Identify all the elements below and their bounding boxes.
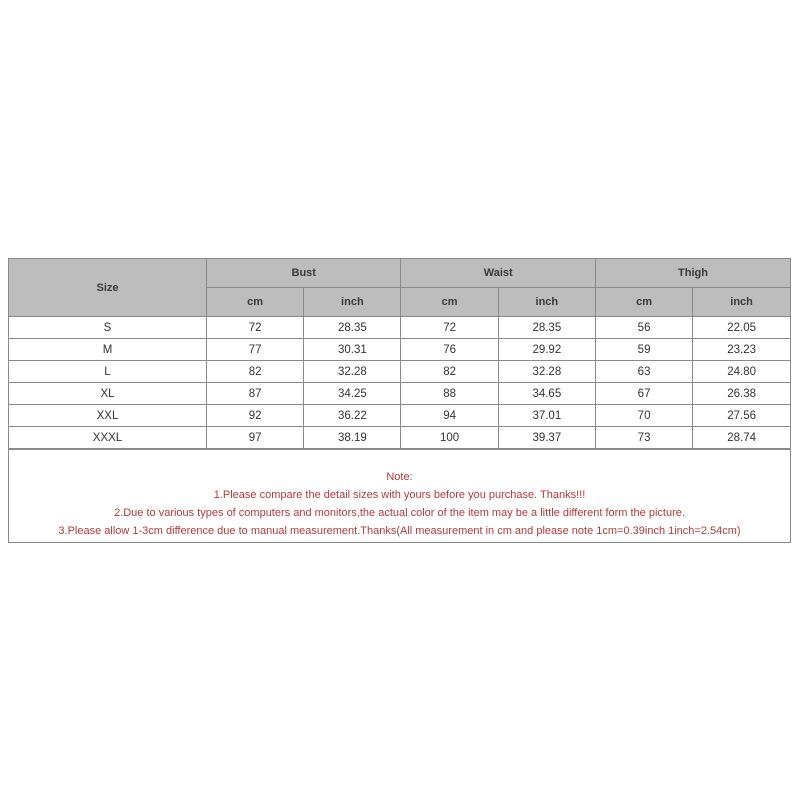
thigh-cm-cell: 67	[595, 383, 692, 405]
waist-cm-cell: 100	[401, 427, 498, 449]
waist-inch-cell: 32.28	[498, 361, 595, 383]
size-cell: XXL	[9, 405, 207, 427]
bust-inch-cell: 28.35	[304, 317, 401, 339]
bust-cm-cell: 92	[207, 405, 304, 427]
size-table	[9, 259, 790, 449]
thigh-inch-cell: 26.38	[693, 383, 790, 405]
table-body	[9, 317, 790, 449]
waist-inch-cell: 37.01	[498, 405, 595, 427]
thigh-cm-cell: 70	[595, 405, 692, 427]
size-chart	[8, 258, 791, 543]
size-cell: XXXL	[9, 427, 207, 449]
note-line-1: 1.Please compare the detail sizes with yours before you purchase. Thanks!!!	[213, 489, 586, 501]
notes-title: Note:	[386, 471, 413, 483]
thigh-inch-cell: 23.23	[693, 339, 790, 361]
table-row	[9, 361, 790, 383]
bust-cm-cell: 87	[207, 383, 304, 405]
size-cell: S	[9, 317, 207, 339]
note-line-2: 2.Due to various types of computers and monitors,the actual color of the item may be a little different form the picture.	[114, 507, 685, 519]
waist-inch-cell: 39.37	[498, 427, 595, 449]
waist-inch-cell: 34.65	[498, 383, 595, 405]
thigh-cm-cell: 63	[595, 361, 692, 383]
bust-inch-cell: 30.31	[304, 339, 401, 361]
bust-inch-header: inch	[304, 288, 401, 317]
waist-cm-cell: 82	[401, 361, 498, 383]
waist-inch-cell: 28.35	[498, 317, 595, 339]
waist-inch-cell: 29.92	[498, 339, 595, 361]
thigh-inch-cell: 24.80	[693, 361, 790, 383]
notes-section	[9, 449, 790, 541]
note-line-3: 3.Please allow 1-3cm difference due to manual measurement.Thanks(All measurement in cm and please note 1cm=0.39inch 1inch=2.54cm)	[58, 525, 741, 537]
waist-cm-header: cm	[401, 288, 498, 317]
bust-cm-cell: 82	[207, 361, 304, 383]
bust-inch-cell: 32.28	[304, 361, 401, 383]
table-row	[9, 317, 790, 339]
bust-cm-cell: 97	[207, 427, 304, 449]
waist-cm-cell: 94	[401, 405, 498, 427]
size-cell: L	[9, 361, 207, 383]
table-row	[9, 427, 790, 449]
bust-inch-cell: 38.19	[304, 427, 401, 449]
table-row	[9, 405, 790, 427]
thigh-cm-cell: 73	[595, 427, 692, 449]
thigh-inch-cell: 22.05	[693, 317, 790, 339]
size-cell: M	[9, 339, 207, 361]
bust-group-header: Bust	[207, 259, 401, 288]
thigh-inch-cell: 27.56	[693, 405, 790, 427]
thigh-cm-cell: 59	[595, 339, 692, 361]
waist-cm-cell: 72	[401, 317, 498, 339]
waist-inch-header: inch	[498, 288, 595, 317]
bust-inch-cell: 34.25	[304, 383, 401, 405]
bust-cm-cell: 72	[207, 317, 304, 339]
thigh-cm-cell: 56	[595, 317, 692, 339]
thigh-inch-header: inch	[693, 288, 790, 317]
size-cell: XL	[9, 383, 207, 405]
size-column-header: Size	[9, 259, 207, 317]
bust-cm-cell: 77	[207, 339, 304, 361]
table-row	[9, 383, 790, 405]
waist-group-header: Waist	[401, 259, 595, 288]
bust-inch-cell: 36.22	[304, 405, 401, 427]
waist-cm-cell: 88	[401, 383, 498, 405]
thigh-group-header: Thigh	[595, 259, 790, 288]
thigh-cm-header: cm	[595, 288, 692, 317]
bust-cm-header: cm	[207, 288, 304, 317]
thigh-inch-cell: 28.74	[693, 427, 790, 449]
table-row	[9, 339, 790, 361]
waist-cm-cell: 76	[401, 339, 498, 361]
